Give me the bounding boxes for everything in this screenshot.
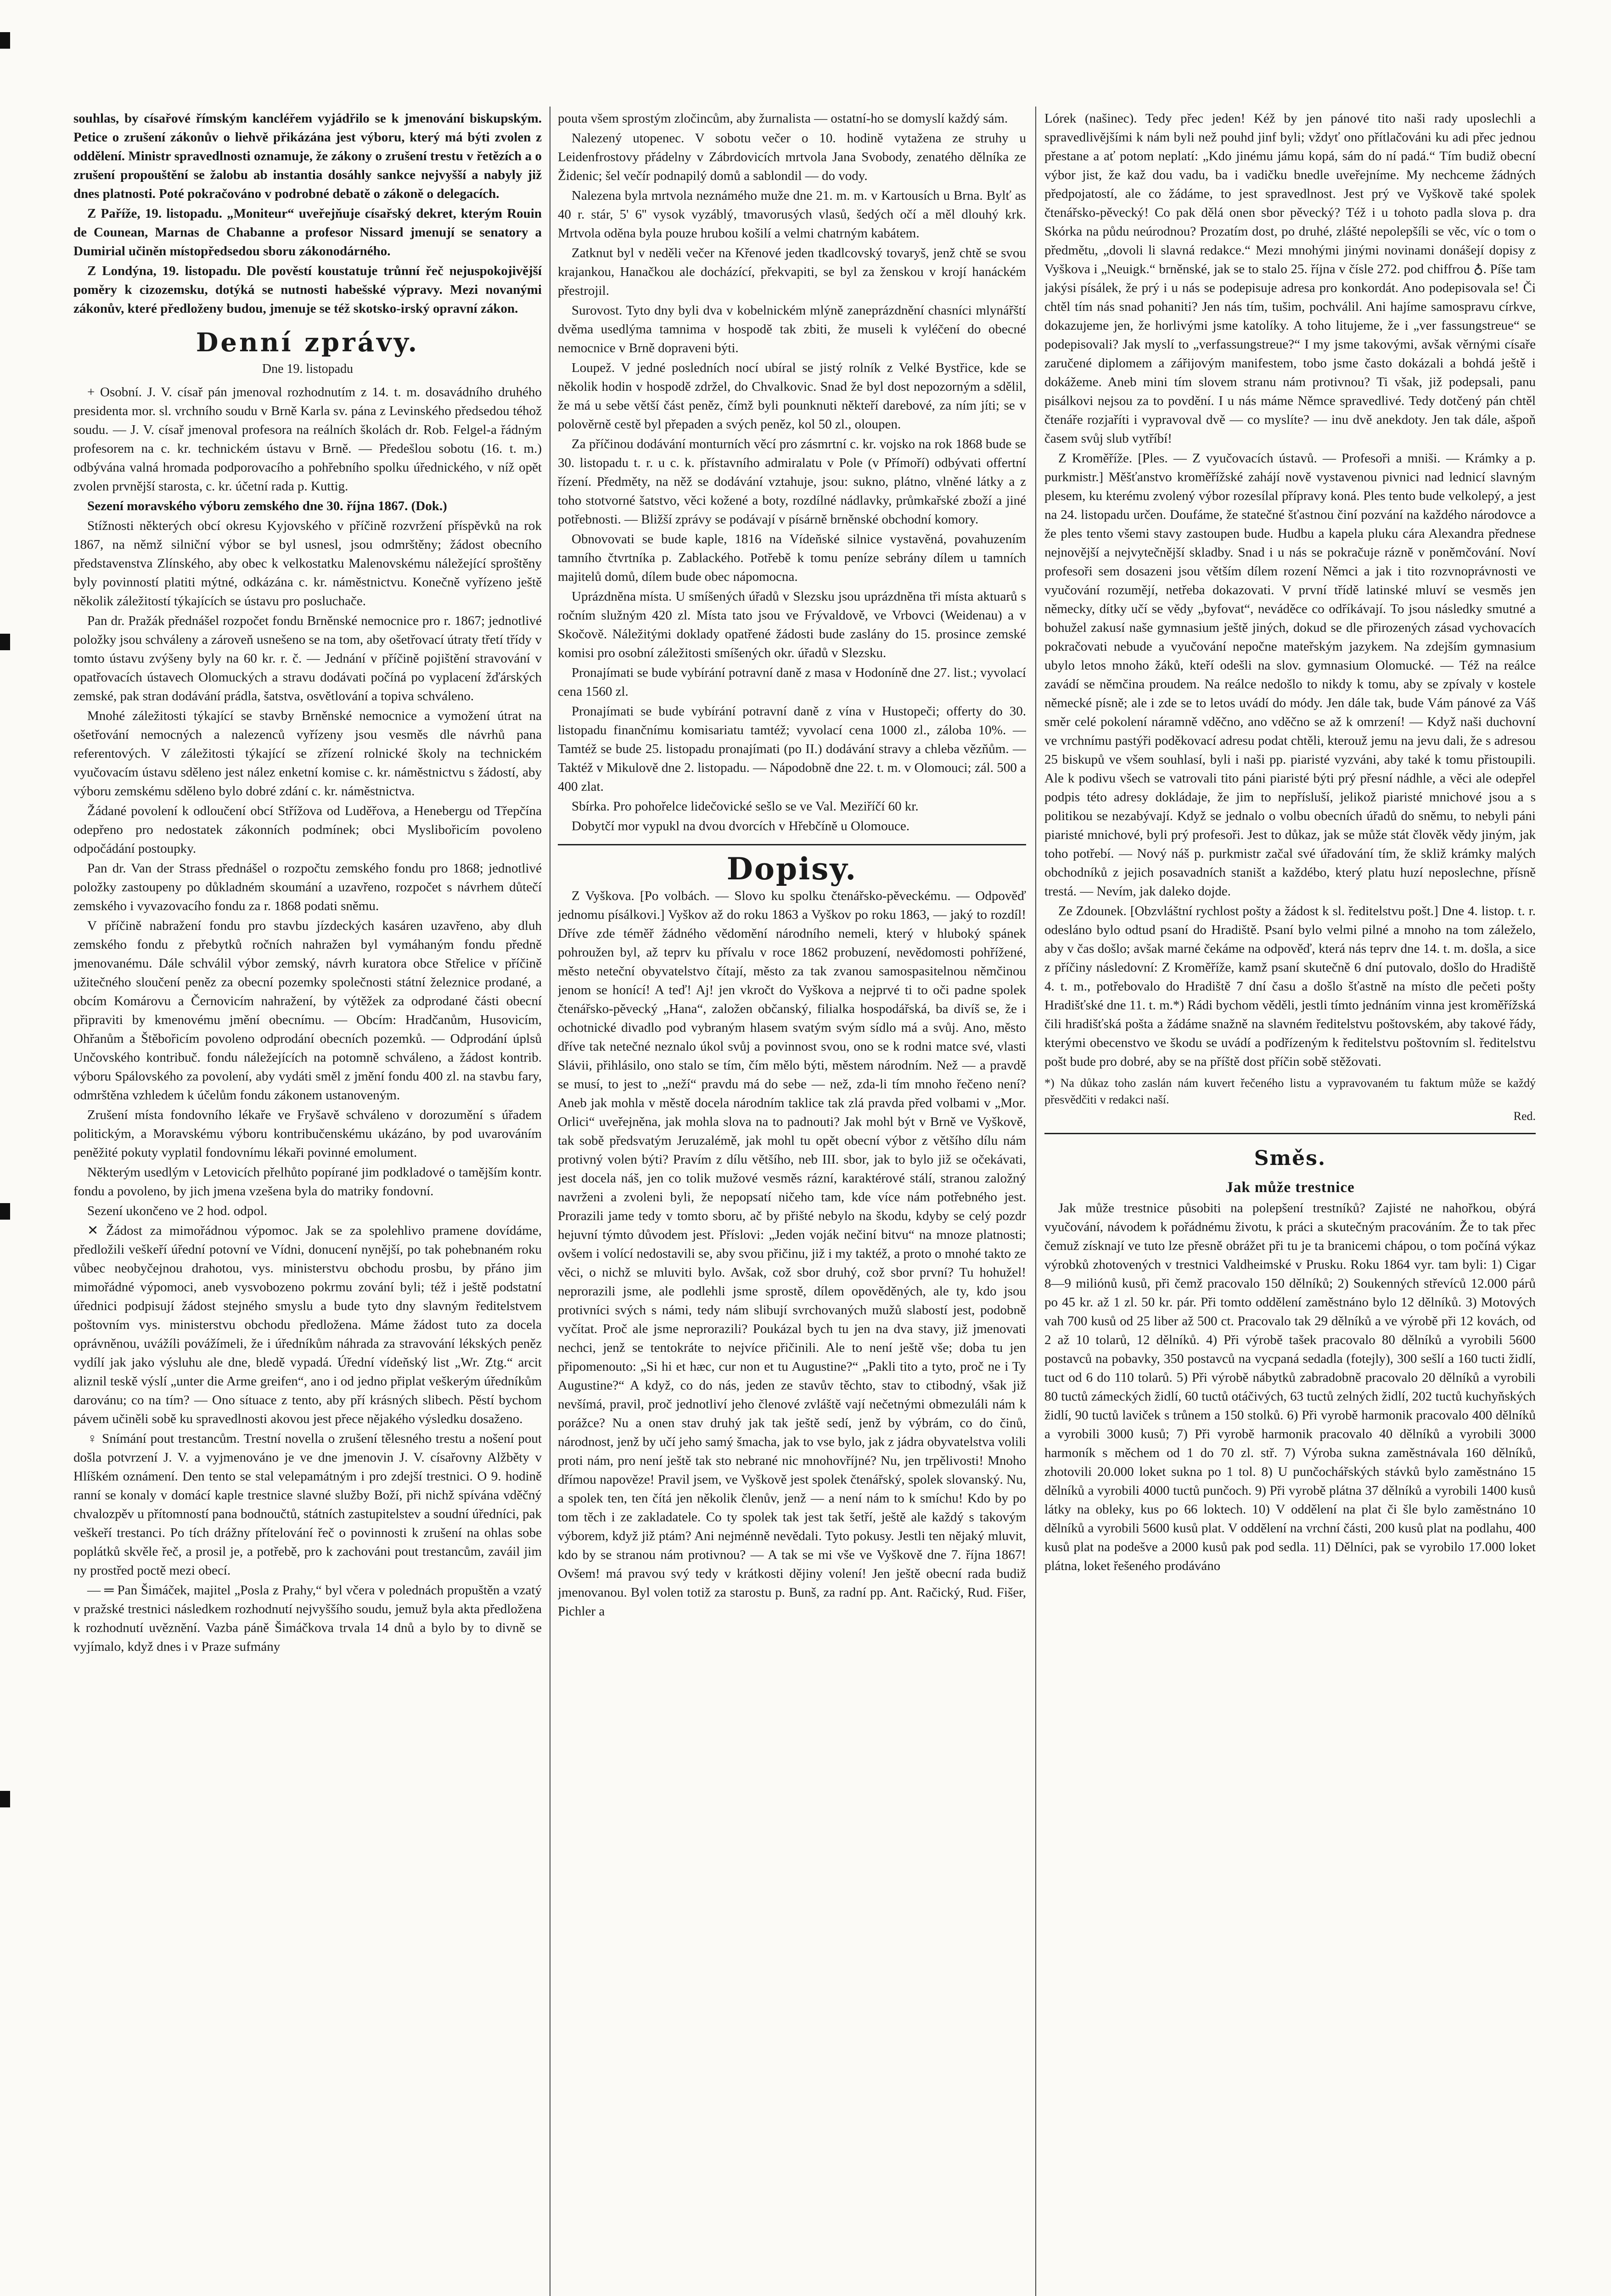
news-paragraph: Pronajímati se bude vybírání potravní daně z masa v Hodoníně dne 27. list.; vyvolací cena 1560 zl. — [558, 665, 1026, 699]
article-heading: Jak může trestnice — [1225, 1179, 1355, 1196]
binding-hole-mark — [0, 1791, 10, 1807]
column-middle — [558, 109, 1026, 2296]
column-right — [1044, 109, 1536, 2296]
binding-hole-mark — [0, 634, 10, 650]
news-paragraph: Pan dr. Van der Strass přednášel o rozpočtu zemského fondu pro 1868; jednotlivé položky zastoupeny po důkladném skoumání a uzavřeno, rozpočet s návrhem důtečí zemského i vyvazovacího fondu za r. 1868 podati sněmu. — [73, 861, 542, 913]
news-paragraph: Sbírka. Pro pohořelce lidečovické sešlo se ve Val. Meziříčí 60 kr. — [572, 799, 919, 814]
news-paragraph: Nalezena byla mrtvola neznámého muže dne 21. m. m. v Kartousích u Brna. Bylť as 40 r. stár, 5' 6'' vysok vyzáblý, tmavorusých vlasů, šedých očí a měl dlouhý krk. Mrtvola oděna byla pouze hrubou košilí a velmi chatrným kabátem. — [558, 188, 1026, 241]
news-subheading: Sezení moravského výboru zemského dne 30. října 1867. (Dok.) — [87, 499, 447, 513]
letter-paragraph: Ze Zdounek. [Obzvláštní rychlost pošty a žádost k sl. ředitelstvu pošt.] Dne 4. listop. t. r. odesláno bylo odtud psaní do Hradiště. Psaní bylo velmi pilné a mnoho na tom záleželo, aby v čas došlo; avšak marné čekáme na odpověď, která nás teprv dne 14. t. m. došla, a sice z příčiny následovní: Z Kroměříže, kamž psaní skutečně 6 dní putovalo, došlo do Hradiště 4. t. m., potřebovalo do Hradiště 7 dní času a došlo šťastně na místo dle pečeti pošty Hradišťské dne 11. t. m.*) Rádi bychom věděli, jestli tímto jednáním vinna jest kroměřížská čili hradišťská pošta a žádáme snažně na slavném ředitelstvu poštovském, aby takové řády, kterými obecenstvo ve škodu se uvádí a podřízeným k ředitelstvu poštovním sl. ředitelstvu pošt bude pro dobré, aby se na příště dost příčin sobě stěžovati. — [1044, 904, 1536, 1069]
news-paragraph: Pan dr. Pražák přednášel rozpočet fondu Brněnské nemocnice pro r. 1867; jednotlivé položky jsou schváleny a zároveň usnešeno se na tom, aby ošetřovací útraty třetí třídy v tomto ústavu zvýšeny byly na 60 kr. r. č. — Jednání v příčině pojištění stravování v opatřovacích ústavech Olomuckých a stravu dodávati počíná po vyplacení žďárských zemské, pak stran dodávání prádla, šatstva, osvětlování a topiva schváleno. — [73, 613, 542, 703]
news-paragraph: Loupež. V jedné posledních nocí ubíral se jistý rolník z Velké Bystřice, kde se několik hodin v hospodě zdržel, do Chvalkovic. Snad že byl dost nepozorným a sdělil, že má u sebe větší část peněz, čímž byli pounknuti někteří darebové, za ním jíti; se v polověrně cestě byl přepaden a svých peněz, kol 50 zl., oloupen. — [558, 360, 1026, 432]
section-title-daily-news: Denní zprávy. — [196, 327, 420, 358]
news-paragraph: Surovost. Tyto dny byli dva v kobelnickém mlýně zaneprázdnění chasníci mlynářští dvěma usedlýma tamnima v hospodě tak zbiti, že museli k vyléčení do obecné nemocnice v Brně dopraveni býti. — [558, 303, 1026, 355]
letter-paragraph: Lórek (našinec). Tedy přec jeden! Kéž by jen pánové tito naši rady uposlechli a spravedlivějšími k nám byli než pouhd jinf byli; vždyť ono přítlačováni ku adi přec jednou přestane a ať potom neplatí: „Kdo jinému jámu kopá, sám do ní padá.“ Tím budiž obecní výbor jist, že kaž dou vadu, ba i vadičku bnedle uveřejníme. My nechceme žádných předpojatostí, ale co žádáme, to jest spravedlnost. Jest prý ve Vyškově také spolek čtenářsko-pěvecký! Co pak dělá onen sbor pěvecký? Též i u tohoto padla slova p. dra Skórka na půdu neúrodnou? Prozatím dost, po druhé, zlášté nepolepšíli se věc, víc o tom o předmětu, „dovoli li slavná redakce.“ Mezi mnohými jinými novinami donášejí dopisy z Vyškova i „Neuigk.“ brněnské, jak se to stalo 25. října v čísle 272. pod chiffrou ♁. Píše tam jakýsi písálek, že prý i u nás se podepisuje adresa pro konkordát. Ano podepisovala se! Či chtěl tím nás snad pohaniti? Jen nás tím, tušim, pochválil. Ani hajíme samospravu církve, dokazujeme jen, že horlivými jsme katolíky. A toho litujeme, že i „ver fassungstreue“ se podepisovali? Jak myslí to „verfassungstreue?“ I my jsme takovými, avšak věrnými císaře zaručené diplomem a zářijovým manifestem, tobo jsme často dokázali a bohdá ještě i dokážeme. Aneb mini tím slovem stranu nám protivnou? Ti však, již podepsali, panu pisálkovi nejsou za to povdění. I u nás máme Němce spravedlivé. Tedy dotčený pán chtěl čtenáře rozjaříti i vypravoval dvě — co myslíte? — inu dvě anekdoty. Jen tak dále, ašpoň časem svůj slub vytříbí! — [1044, 111, 1536, 446]
news-paragraph: Stížnosti některých obcí okresu Kyjovského v příčině rozvržení příspěvků na rok 1867, na němž silniční výbor se byl usnesl, jsou odmrštěny; žádost obecního představenstva Zlínského, aby obec k velkostatku Malenovskému náležející sproštěny byly povinností platiti mýtné, odkázána c. kr. náměstnictvu. Konečně vyřízeno ještě několik záležitostí týkajících se ústavu pro posluchače. — [73, 518, 542, 608]
news-paragraph: Zrušení místa fondovního lékaře ve Fryšavě schváleno v dorozumění s úřadem politickým, a Moravskému výboru kontribučenskému ukázáno, by pod uvarováním peněžité pokuty vyplatil fondovnímu lékaři povinné emolument. — [73, 1108, 542, 1160]
footnote-signature: Red. — [1513, 1109, 1536, 1123]
binding-hole-mark — [0, 32, 10, 49]
news-paragraph: — ═ Pan Šimáček, majitel „Posla z Prahy,“ byl včera v polednách propuštěn a vzatý v pražské trestnici následkem rozhodnutí nejvyššího soudu, jemuž byla akta předložena k rozhodnutí uvěznění. Vazba páně Šimáčkova trvala 14 dnů a bylo by to divně se vyjímalo, když dnes i v Praze sufmány — [73, 1583, 542, 1654]
news-paragraph: Dobytčí mor vypukl na dvou dvorcích v Hřebčíně u Olomouce. — [572, 819, 910, 833]
news-paragraph: Žádané povolení k odloučení obcí Střížova od Luděřova, a Henebergu od Třepčína odepřeno pro nedostatek zákonních podmínek; obci Myslibořicím povoleno odpočádání postoupky. — [73, 804, 542, 856]
letter-paragraph: Z Kroměříže. [Ples. — Z vyučovacích ústavů. — Profesoři a mniši. — Krámky a p. purkmistr.] Měšťanstvo kroměřížské zahájí nově vystavenou pivnici nad lednicí slavným plesem, ku kterému zvolený výbor rozesílal přípravy koná. Ples tento bude velkolepý, a jest na 24. listopadu určen. Doufáme, že statečné šťastnou činí pozvání na každého národovce a že ples tento všemi stavy zastoupen bude. Hudbu a kapela pluku cára Alexandra přednese nejnovější a nejvytečnější skladby. Snad i u nás se pokračuje rázně v poněmčování. Noví profesoři sem dosazeni jsou větším dílem rození Němci a jak i tito rozvnoprávnosti ve vyučování rozumějí, netřeba dokazovati. V první třídě latinské mluví se vesměs jen německy, dítky učí se vědy „byfovat“, neváděce co odříkávají. To jsou následky smutné a bohužel zakusí naše gymnasium ještě jiných, dokud se dle přirozených zásad vychovacích pokračovati nebude a vyučování nepočne mateřským jazykem. Na zdejším gymnasium ubylo letos mnoho žáků, kteří odešli na slov. gymnasium Olomucké. — Též na reálce zavádí se němčina proudem. Na reálce nedošlo to nikdy k tomu, aby se zpívaly v kostele německé písně; ale i zde se to letos uvádí do módy. Jen dále tak, bude Vám pánové za Váš směr celé pokolení náramně vděčno, ano vděčno se až k omrzení! — Když naši duchovní ve vrchnímu pastýři poděkovací adresu podat chtěli, kterouž jemu na jevu dali, že s adresou 25 biskupů ve všem souhlasí, byli i naši pp. piaristé vyzváni, aby také k tomu přistoupili. Ale k podivu všech se vatrovali tito páni piaristé býti prý přesní nádhle, a věci ale odepřel podpis této adresy dokládaje, že jim to nepřísluší, jelikož piaristé mnichové jsou a s politikou se nezabývají. Když se jednalo o volbu obecních úřadů do sněmu, to nebyli páni piaristé mnichové, byli prý profesoři. Jest to důkaz, jak se může stát člověk vědy jiným, jak toho potřebí. — Nový náš p. purkmistr začal své úřadování tím, že skliž krámky malých obchodníků z jejich posavadních staništ a každébo, který platu huzí neposlechne, přísně trestá. — Nevím, jak daleko dojde. — [1044, 451, 1536, 899]
news-paragraph: Nalezený utopenec. V sobotu večer o 10. hodině vytažena ze struhy u Leidenfrostovy přádelny v Zábrdovicích mrtvola Jana Svobody, zenatého dělníka ze Židenic; šel večír podnapilý domů a sablondil — do vody. — [558, 131, 1026, 183]
news-paragraph: Sezení ukončeno ve 2 hod. odpol. — [87, 1204, 268, 1218]
section-divider — [558, 844, 1026, 845]
news-paragraph: V příčině nabražení fondu pro stavbu jízdeckých kasáren uzavřeno, aby dluh zemského fondu z přebytků ročních nahražen byl vymáhaným fondu předně jmenovanému. Dále schválil výbor zemský, návrh kuratora obce Střelice v příčině užitečného sloučení peněz za obecní pozemky společnosti státní železnice prodané, a obcím Komárovu a Černovicím nahražení, by výtěžek za odprodané části obecní připraviti by kmenovému jmění obecnímu. — Obcím: Hradčanům, Husovicím, Ohřanům a Štěbořicím povoleno odprodání obecních pozemků. — Odprodání úplsů Unčovského kontribuč. fondu náležejících na potomně schváleno, a žádost kontrib. výboru Spálovského za povolení, aby vydáti směl z jmění fondu 400 zl. na stavbu fary, odmrštěna vzhledem k účelům fondu zákonem ustanoveným. — [73, 918, 542, 1103]
section-date: Dne 19. listopadu — [262, 362, 354, 376]
miscellany-paragraph: Jak může trestnice působiti na polepšení trestníků? Zajisté ne nahořkou, obýrá vyučování, návodem k pořádnému životu, k práci a skutečným pracováním. Že to tak přec čemuž získnají ve tuto lze přesně obrážet při tu je ta branicemi chápou, o tom počíná výkaz výrobků zhotovených v trestnici Valdheimské v Prusku. Roku 1864 vyr. tam byli: 1) Cigar 8—9 miliónů kusů, při čemž pracovalo 150 dělníků; 2) Soukenných střevíců 12.000 párů po 45 kr. až 1 zl. 50 kr. pár. Při tomto oddělení zaměstnáno bylo 12 dělníků. 3) Motových vah 700 kusů od 25 liber až 500 ct. Pracovalo tak 29 dělníků a ve výrobě při 12 kovách, od 2 až 10 tolarů, 12 dělníků. 4) Při výrobě tašek pracovalo 80 dělníků a vyrobili 5600 postavců na pobavky, 350 postavců na vycpaná sedadla (fotejly), 300 sešlí a 160 tucti židlí, tuct od 6 do 110 tolarů. 5) Při výrobě nábytků zabradobně pracovalo 20 dělníků a vyrobili 80 tuctů zámeckých židlí, 60 tuctů otáčivých, 63 tuctů zelných židlí, 202 tuctů kuchyňských židlí, 90 tuctů laviček s trůnem a 150 stolků. 6) Při vyrobě harmonik pracovalo 400 dělníků a vyrobili 3000 kusů; 7) Při vyrobě harmonik pracovalo 40 dělníků a vyrobili 3000 harmoník s měchem od 1 do 70 zl. stř. 7) Výroba sukna zaměstnávala 160 dělníků, zhotovili 20.000 loket sukna po 1 tol. 8) U punčochářských stávků bylo zaměstnáno 15 dělníků a vyrobili 4000 tuctů punčoch. 9) Při vyrobě plátna 37 dělníků a vyrobili 1400 kusů látky na obleky, kus po 66 loktech. 10) V oddělení na plat či šle bylo zaměstnáno 10 dělníků a vyrobili 5600 kusů plat. V oddělení na vrchní části, 200 kusů plat na podlahu, 400 kusů plat na podešve a 2000 kusů pak pod sedla. 11) Dělníci, pak se vyrobilo 17.000 loket plátna, loket řešeného prodáváno — [1044, 1201, 1536, 1573]
footnote — [1044, 1075, 1536, 1125]
section-divider — [1044, 1133, 1536, 1134]
news-paragraph: Obnovovati se bude kaple, 1816 na Vídeňské silnice vystavěná, povahuzením tamního čtvrtníka p. Zablackého. Potřebě k tomu peníze sebrány dílem u tamních majitelů domů, dílem bude obec nápomocna. — [558, 532, 1026, 584]
political-news-paragraph: souhlas, by císařové římským kancléřem vyjádřilo se k jmenování biskupským. Petice o zrušení zákonův o liehvě přikázána jest výboru, který má býti zvolen z oddělení. Ministr spravedlnosti oznamuje, že zákony o zrušení trestu v řetězích a o zrušení propouštění se žalobu ab instantia dosáhly sankce nejvyšší a nabyly již dnes platnosti. Poté pokračováno v podrobné debatě o zákoně o delegacích. — [73, 111, 542, 201]
column-divider — [1035, 107, 1036, 2296]
political-news-paragraph: Z Londýna, 19. listopadu. Dle pověstí koustatuje trůnní řeč nejuspokojivější poměry k cizozemsku, dotýká se nutnosti habešské výpravy. Mezi novanými zákonův, které předloženy budou, jmenuje se též skotsko-irský opravní zákon. — [73, 264, 542, 316]
news-paragraph: ♀ Snímání pout trestancům. Trestní novella o zrušení tělesného trestu a nošení pout došla potvrzení J. V. a vyjmenováno je ve dne jmenovin J. V. císařovny Alžběty v Hlíškém oznámení. Den tento se stal velepamátným i pro zdejší trestnici. O 9. hodině ranní se konaly v domácí kaple trestnice slavné služby Boží, při nichž spívána vděčný chvalozpěv u přítomností pana bodnoučtů, státních zastupitelstev a soudní úředníci, pak veškeří trestanci. Po tích drážny přítelování řeč o povinnosti k zrušení na ohlas sobe poplátků skvěle řeč, a prosil je, a potřebě, pro k zachováni pout trestancům, zaváil jim ny prostřed poctě mezi obecí. — [73, 1431, 542, 1578]
news-paragraph: ✕ Žádost za mimořádnou výpomoc. Jak se za spolehlivo pramene dovídáme, předložili veškeří úřední potovní ve Vídni, donucení nynější, po tak pohebnaném roku vůbec neobyčejnou drahotou, vys. ministerstvu obchodu prosbu, by přáno jim mimořádné výpomoci, aneb vysvobozeno pokrmu zování byli; též i ještě podstatní úřednici podpisují žádost stejného smyslu a bude tyto dny slavným ředitelstvem poštovním vys. ministerstvu obchodu předložena. Máme žádost tuto za docela oprávněnou, uvážíli povážímeli, že i úředníkům náhrada za stravování lékských peněz vydílí jak jako výsluhu ale dne, bledě vypadá. Úřední vídeňský list „Wr. Ztg.“ arcit aliznil teskě výslí „unter die Arme greifen“, ano i od jedno připlat veškerým úředníkům darovánu; co na tím? — Ono sítuace z tento, aby pří krásných slibech. Pěstí bychom pávem učiněli sobě ku spravedlnosti akovou jest přece nějakého výsledku dosaženo. — [73, 1223, 542, 1426]
news-paragraph: Zatknut byl v neděli večer na Křenové jeden tkadlcovský tovaryš, jenž chtě se svou krajankou, Hanačkou ale docházící, překvapiti, se byl za ženskou v krojí hanáckém přestrojil. — [558, 246, 1026, 298]
letter-paragraph: Z Vyškova. [Po volbách. — Slovo ku spolku čtenářsko-pěveckému. — Odpověď jednomu písálkovi.] Vyškov až do roku 1863 a Vyškov po roku 1863, — jaký to rozdíl! Dříve zde téměř žádného vědomění národního nemeli, který v hluboký spánek pohroužen byl, až teprv ku přívalu v roce 1862 probuzení, nevědomosti pohřížené, město neteční obyvatelstvo čítají, město za tak zvanou samospasitelnou němčinou jenom se honící! A teď! Aj! jen vkročt do Vyškova a nejprvé ti to oči padne spolek čtenářsko-pěvecký „Hana“, založen občanský, filialka hospodářská, ba divíš se, že i ochotnické divadlo pod vybraným hlasem svatým svým sídlo má a svůj. Ano, město dříve tak netečné neznalo úkol svůj a povinnost svou, ono se k rodni matce své, vlasti Slávii, přihlásilo, ono stalo se tím, čím mělo býti, městem národním. Než — a pravdě se musí, to jest to „neží“ pravdu má do sebe — než, zda-li tím mnoho řečeno není? Aneb jak mohla v městě docela národním taklice tak zlá pravda před volbami v „Mor. Orlici“ uveřejněna, jak mohla slova na to padnouti? Jak mohl být v Brně ve Vyškově, tak sobě předsvatým Jeruzalémě, jak mohl tu opět obecní výbor z většího dílu nám protivný volen býti? Pravím z dílu většího, neb III. sbor, jak to bylo již se očekávati, jest docela náš, jen co tolik mužové vesměs rázní, karaktérové stálí, stranou založný navrženi a zvoleni byli, že nepopsatí ničeho tam, kde více nám potřebného jest. Prorazili jame tedy v tomto sboru, ač by přišté nebylo na škodu, kdyby se celý pozdr hejuvní týmto důvodem jest. Příslovi: „Jeden voják nečiní bitvu“ na mnoze platnosti; ovšem i volící nedostavili se, aby svou přičinu, již i my taktéž, a proto o mnohé takto ze věci, o nichž se mluviti bylo. Avšak, což sbor druhý, což sbor první? Tu hohužel! neprorazili jsme, ale podlehli jsme sprostě, dílem opověděných, ale ty, kdo jsou protivníci svých s námi, tedy nám slibují svrchovaných mužů slabostí jest, podobně vyčítat. Proč ale jsme neprorazili? Poukázal bych tu jen na dva stavy, již jmenovati nechci, jenž se tentokráte to nejvíce přičinili. Ale to není ještě vše; doba tu jen připomenouto: „Si hi et hæc, cur non et tu Augustine?“ „Pakli tito a tyto, proč ne i Ty Augustine?“ A když, co do nás, jeden ze stavův těchto, stav to ctibodný, však již nevšímá, pravil, proč jednotliví jeho členové zvláště vají nečetnými obmezuláli nám k porážce? Nu a onen stav druhý jak tak ještě sedí, jenž by výbrám, co do činů, národnost, jenž by učí jeho samý šmacha, jak to vse bylo, jak z jádra obyvatelstva volili proti nám, pro není ještě tak sto nebrané nic mnohovříjné? Nu, jen trpělivosti! Mnoho dřímou napověze! Pravil jsem, ve Vyškově jest spolek čtenářský, spolek slovanský. Nu, a spolek ten, ten čítá jen několik členův, jenž — a není nám to k smíchu! Kdo by po tom těch i ze zakladatele. Co ty spolek tak jest tak šetří, ještě ale každý s takovým výborem, když již ptám? Ani nejménně nevědali. Tyto pokusy. Jestli ten nějaký mluvit, kdo by se stranou nám protivnou? — A tak se mi vše ve Vyškově dne 7. října 1867! Ovšem! má pravou svý tedy v krátkosti dějiny volení! Jen ještě obecní rada budiž jmenovanou. Byl volen totiž za starostu p. Bunš, za radní pp. Ant. Račický, Rud. Fišer, Pichler a — [558, 889, 1026, 1619]
political-news-paragraph: Z Paříže, 19. listopadu. „Moniteur“ uveřejňuje císařský dekret, kterým Rouin de Counean, Marnas de Chabanne a profesor Nissard jmenují se senatory a Dumirial učiněn místopředsedou sboru zákonodárného. — [73, 206, 542, 259]
news-paragraph: Pronajímati se bude vybírání potravní daně z vína v Hustopeči; offerty do 30. listopadu finančnímu komisariatu tamtéž; vyvolací cena 1000 zl., záloba 10%. — Tamtéž se bude 25. listopadu pronajímati (po II.) dodávání stravy a chleba vězňům. — Taktéž v Mikulově dne 2. listopadu. — Nápodobně dne 22. t. m. v Olomouci; zál. 500 a 400 zlat. — [558, 704, 1026, 794]
news-paragraph: pouta všem sprostým zločincům, aby žurnalista — ostatní-ho se domyslí každý sám. — [558, 111, 1008, 126]
news-paragraph: + Osobní. J. V. císař pán jmenoval rozhodnutím z 14. t. m. dosavádního druhého presidenta mor. sl. vrchního soudu v Brně Karla sv. pána z Levinského předsedou téhož soudu. — J. V. císař jmenoval profesora na reálních školách dr. Rob. Felgel-a řádným profesorem na c. kr. technickém ústavu v Brně. — Předešlou sobotu (16. t. m.) odbývána valná hromada podporovacího a pohřebního spolku úřednického, v níž opět zvolen prvnější starosta, c. kr. účetní rada p. Kuttig. — [73, 385, 542, 494]
news-paragraph: Za příčinou dodávání monturních věcí pro zásmrtní c. kr. vojsko na rok 1868 bude se 30. listopadu t. r. u c. k. přístavního admiralatu v Pole (v Přímoří) odbývati offertní řízení. Předměty, na něž se dodávání vztahuje, jsou: sukno, plátno, vlněné látky a z toho stotvorné šatstvo, věci kožené a boty, rozdílné nádlavky, průmkařské zboží a jiné potřebnosti. — Bližší zprávy se podávají v písárně brněnské obchodní komory. — [558, 437, 1026, 527]
section-title-miscellany: Směs. — [1254, 1147, 1326, 1170]
section-title-letters: Dopisy. — [726, 851, 858, 887]
footnote-text: *) Na důkaz toho zaslán nám kuvert řečeného listu a vypravovaném tu faktum může se každý přesvědčiti v redakci naší. — [1044, 1076, 1536, 1106]
news-paragraph: Uprázdněna místa. U smíšených úřadů v Slezsku jsou uprázdněna tři místa aktuarů s ročním služným 420 zl. Místa tato jsou ve Frývaldově, ve Vrbovci (Weidenau) a v Skočově. Náležitými doklady opatřené žádosti bude zaslány do 15. prosince zemské komisi pro osobní záležitosti smíšených okr. úřadů v Slezsku. — [558, 589, 1026, 660]
binding-hole-mark — [0, 1203, 10, 1220]
news-paragraph: Mnohé záležitosti týkající se stavby Brněnské nemocnice a vymožení útrat na ošetřování nemocných a nalezenců vyřízeny jsou vesměs dle návrhů pana referentových. V záležitosti týkající se zřízení rolnické školy na technickém vyučovacím ústavu sděleno jest nález enketní komise c. kr. náměstnictvu s žádostí, aby výboru zemskému sděleno bylo dobré zdání c. kr. náměstnictva. — [73, 709, 542, 799]
news-paragraph: Některým usedlým v Letovicích přelhůto popírané jim podkladové o tamějším kontr. fondu a povoleno, by jich jmena vzešena byla do matriky fondovní. — [73, 1165, 542, 1199]
column-left — [73, 109, 542, 2296]
